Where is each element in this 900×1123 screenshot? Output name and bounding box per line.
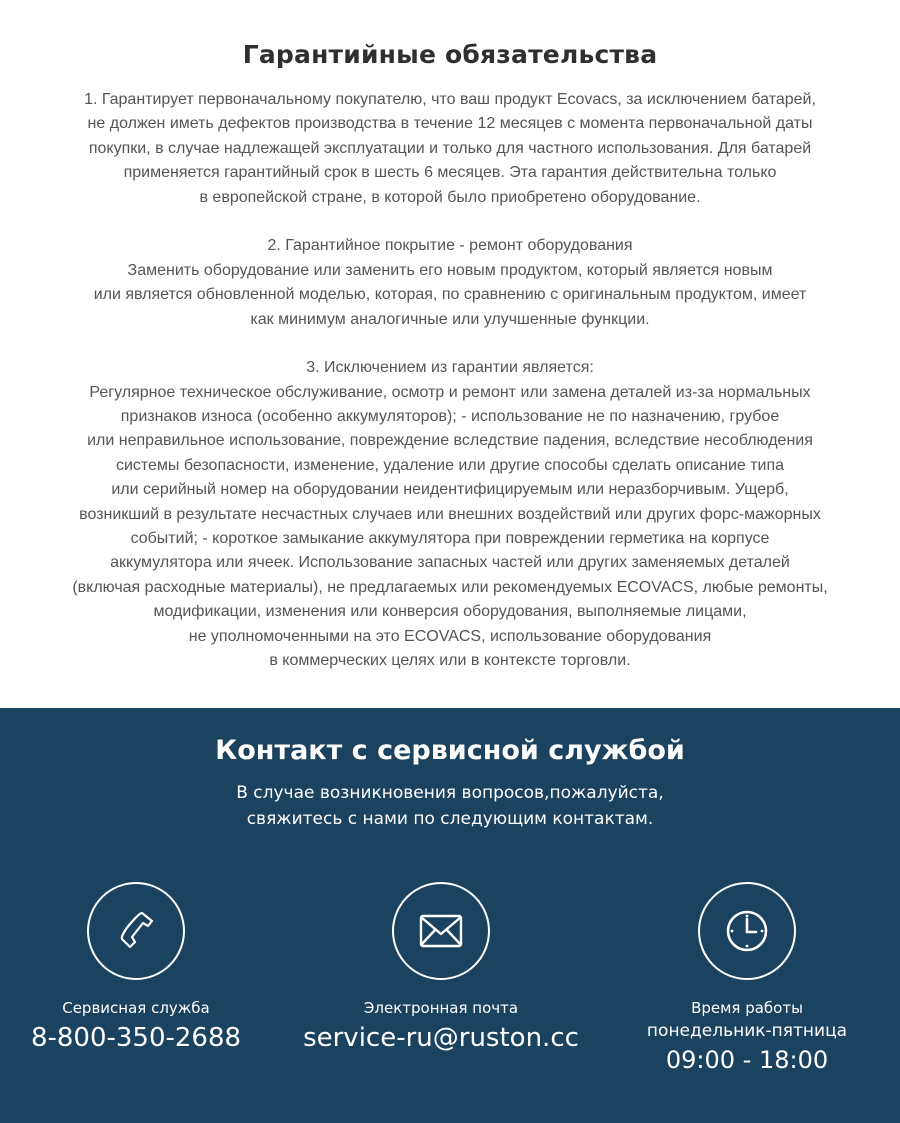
warranty-text-line: 3. Исключением из гарантии является: [306,359,594,377]
clock-icon [725,909,769,953]
hours-label: Время работы [691,999,803,1017]
warranty-body [0,88,900,673]
warranty-text-line: событий; - короткое замыкание аккумулятора при повреждении герметика на корпусе [130,530,770,548]
warranty-text-line: или неправильное использование, повреждение вследствие падения, вследствие несоблюдения [87,432,813,450]
email-block [291,882,591,1056]
warranty-text-line: или является обновленной моделью, которая, по сравнению с оригинальным продуктом, имеет [93,286,807,304]
warranty-text-line: в коммерческих целях или в контексте торговли. [269,651,631,669]
warranty-text-line: возникший в результате несчастных случаев или внешних воздействий или других форс-мажорных [79,505,821,523]
contact-title: Контакт с сервисной службой [215,735,685,766]
contact-subtitle-line: В случае возникновения вопросов,пожалуйста, [236,783,664,803]
service-phone-number[interactable]: 8-800-350-2688 [30,1023,242,1053]
warranty-text-line: Заменить оборудование или заменить его новым продуктом, который является новым [127,261,773,279]
service-phone-block [0,882,286,1056]
warranty-text-line: применяется гарантийный срок в шесть 6 месяцев. Эта гарантия действительна только [123,164,777,182]
hours-time: 09:00 - 18:00 [665,1046,829,1074]
warranty-text-line: или серийный номер на оборудовании неидентифицируемым или неразборчивым. Ущерб, [111,481,789,499]
envelope-icon-circle [392,882,490,980]
envelope-icon [419,914,463,948]
warranty-text-line: признаков износа (особенно аккумуляторов); - использование не по назначению, грубое [120,408,780,426]
warranty-text-line: как минимум аналогичные или улучшенные функции. [250,310,650,328]
contact-section [0,708,900,1123]
warranty-text-line: 1. Гарантирует первоначальному покупателю, что ваш продукт Ecovacs, за исключением батарей, [84,91,816,108]
contact-subtitle-line: свяжитесь с нами по следующим контактам. [246,809,654,829]
clock-icon-circle [698,882,796,980]
service-label: Сервисная служба [62,999,210,1017]
warranty-text-line: аккумулятора или ячеек. Использование запасных частей или других заменяемых деталей [110,554,790,572]
warranty-text-line: модификации, изменения или конверсия оборудования, выполняемые лицами, [153,603,747,621]
warranty-text-line: системы безопасности, изменение, удаление или другие способы сделать описание типа [115,456,785,474]
warranty-text-line: (включая расходные материалы), не предлагаемых или рекомендуемых ECOVACS, любые ремонты, [72,578,828,596]
email-label: Электронная почта [363,999,519,1017]
hours-days: понедельник-пятница [646,1021,848,1041]
warranty-text-line: не должен иметь дефектов производства в течение 12 месяцев с момента первоначальной даты [87,115,813,133]
warranty-text-line: покупки, в случае надлежащей эксплуатации и только для частного использования. Для батарей [88,139,812,157]
contact-subtitle [0,780,900,832]
paragraph-gap [0,210,900,234]
warranty-text-line: не уполномоченными на это ECOVACS, использование оборудования [188,627,712,645]
warranty-title: Гарантийные обязательства [242,40,658,69]
working-hours-block [597,882,897,1076]
phone-icon [112,907,160,955]
phone-icon-circle [87,882,185,980]
paragraph-gap [0,332,900,356]
email-address[interactable]: service-ru@ruston.cc [303,1023,579,1053]
warranty-text-line: 2. Гарантийное покрытие - ремонт оборудования [267,237,633,255]
warranty-text-line: в европейской стране, в которой было приобретено оборудование. [199,188,701,206]
warranty-text-line: Регулярное техническое обслуживание, осмотр и ремонт или замена деталей из-за нормальных [89,383,811,401]
